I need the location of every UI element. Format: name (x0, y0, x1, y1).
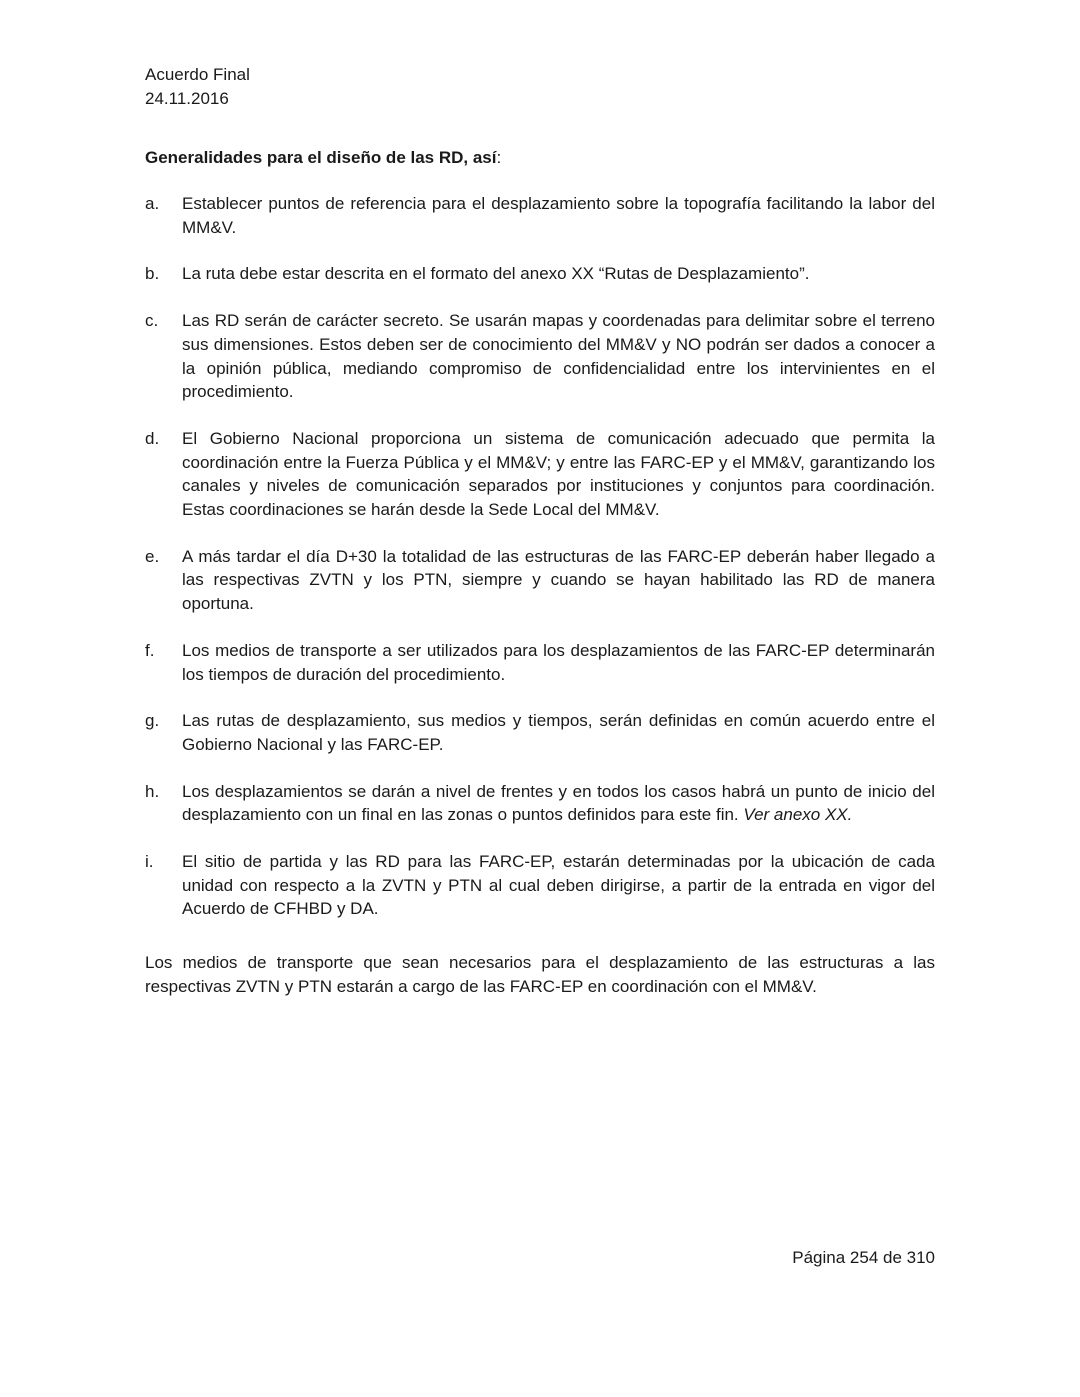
list-item (145, 262, 935, 286)
section-heading-colon: : (496, 148, 502, 167)
list-item-marker: h. (145, 781, 160, 801)
list-item (145, 309, 935, 404)
list-item (145, 780, 935, 827)
list-item (145, 192, 935, 239)
section-heading (145, 146, 501, 170)
list-item-text: Las RD serán de carácter secreto. Se usarán mapas y coordenadas para delimitar sobre el terreno sus dimensiones. Estos deben ser de conocimiento del MM&V y NO podrán ser dados a conocer a la opinión pública, mediando compromiso de confidencialidad entre los intervinientes en el procedimiento. (182, 311, 935, 402)
list-item-text: La ruta debe estar descrita en el formato del anexo XX “Rutas de Desplazamiento”. (182, 264, 810, 284)
list-item (145, 639, 935, 686)
page-number: Página 254 de 310 (792, 1248, 935, 1267)
list-item (145, 427, 935, 522)
list-item (145, 850, 935, 921)
page-header (145, 63, 250, 111)
list-item-marker: d. (145, 428, 160, 448)
guidelines-list (145, 192, 935, 944)
list-item-text: Establecer puntos de referencia para el desplazamiento sobre la topografía facilitando la labor del MM&V. (182, 194, 935, 237)
annex-reference: Ver anexo XX. (743, 805, 853, 825)
list-item-text: Las rutas de desplazamiento, sus medios y tiempos, serán definidas en común acuerdo entre el Gobierno Nacional y las FARC-EP. (182, 711, 935, 754)
list-item-text: Los medios de transporte a ser utilizados para los desplazamientos de las FARC-EP determinarán los tiempos de duración del procedimiento. (182, 640, 935, 684)
list-item-marker: b. (145, 264, 160, 284)
closing-paragraph: Los medios de transporte que sean necesarios para el desplazamiento de las estructuras a las respectivas ZVTN y PTN estarán a cargo de las FARC-EP en coordinación con el MM&V. (145, 953, 935, 996)
document-title: Acuerdo Final (145, 65, 250, 84)
list-item-marker: e. (145, 546, 160, 566)
list-item-text: Los desplazamientos se darán a nivel de frentes y en todos los casos habrá un punto de inicio del desplazamiento con un final en las zonas o puntos definidos para este fin. Ver anexo XX. (182, 781, 935, 825)
list-item-marker: a. (145, 194, 160, 213)
list-item-text: El sitio de partida y las RD para las FARC-EP, estarán determinadas por la ubicación de cada unidad con respecto a la ZVTN y PTN al cual deben dirigirse, a partir de la entrada en vigor del Acuerdo de CFHBD y DA. (182, 852, 935, 919)
list-item (145, 545, 935, 616)
list-item-marker: c. (145, 311, 159, 331)
list-item-text: A más tardar el día D+30 la totalidad de las estructuras de las FARC-EP deberán haber llegado a las respectivas ZVTN y los PTN, siempre y cuando se hayan habilitado las RD de manera oportuna. (182, 546, 935, 614)
list-item-marker: f. (145, 640, 155, 660)
list-item-marker: i. (145, 852, 154, 872)
list-item-marker: g. (145, 711, 160, 731)
document-date: 24.11.2016 (145, 89, 229, 108)
section-heading-text: Generalidades para el diseño de las RD, así (145, 148, 497, 167)
list-item (145, 709, 935, 756)
list-item-text: El Gobierno Nacional proporciona un sistema de comunicación adecuado que permita la coordinación entre la Fuerza Pública y el MM&V; y entre las FARC-EP y el MM&V, garantizando los canales y niveles de comunicación separados por instituciones y conjuntos para coordinación. Estas coordinaciones se harán desde la Sede Local del MM&V. (182, 428, 935, 520)
